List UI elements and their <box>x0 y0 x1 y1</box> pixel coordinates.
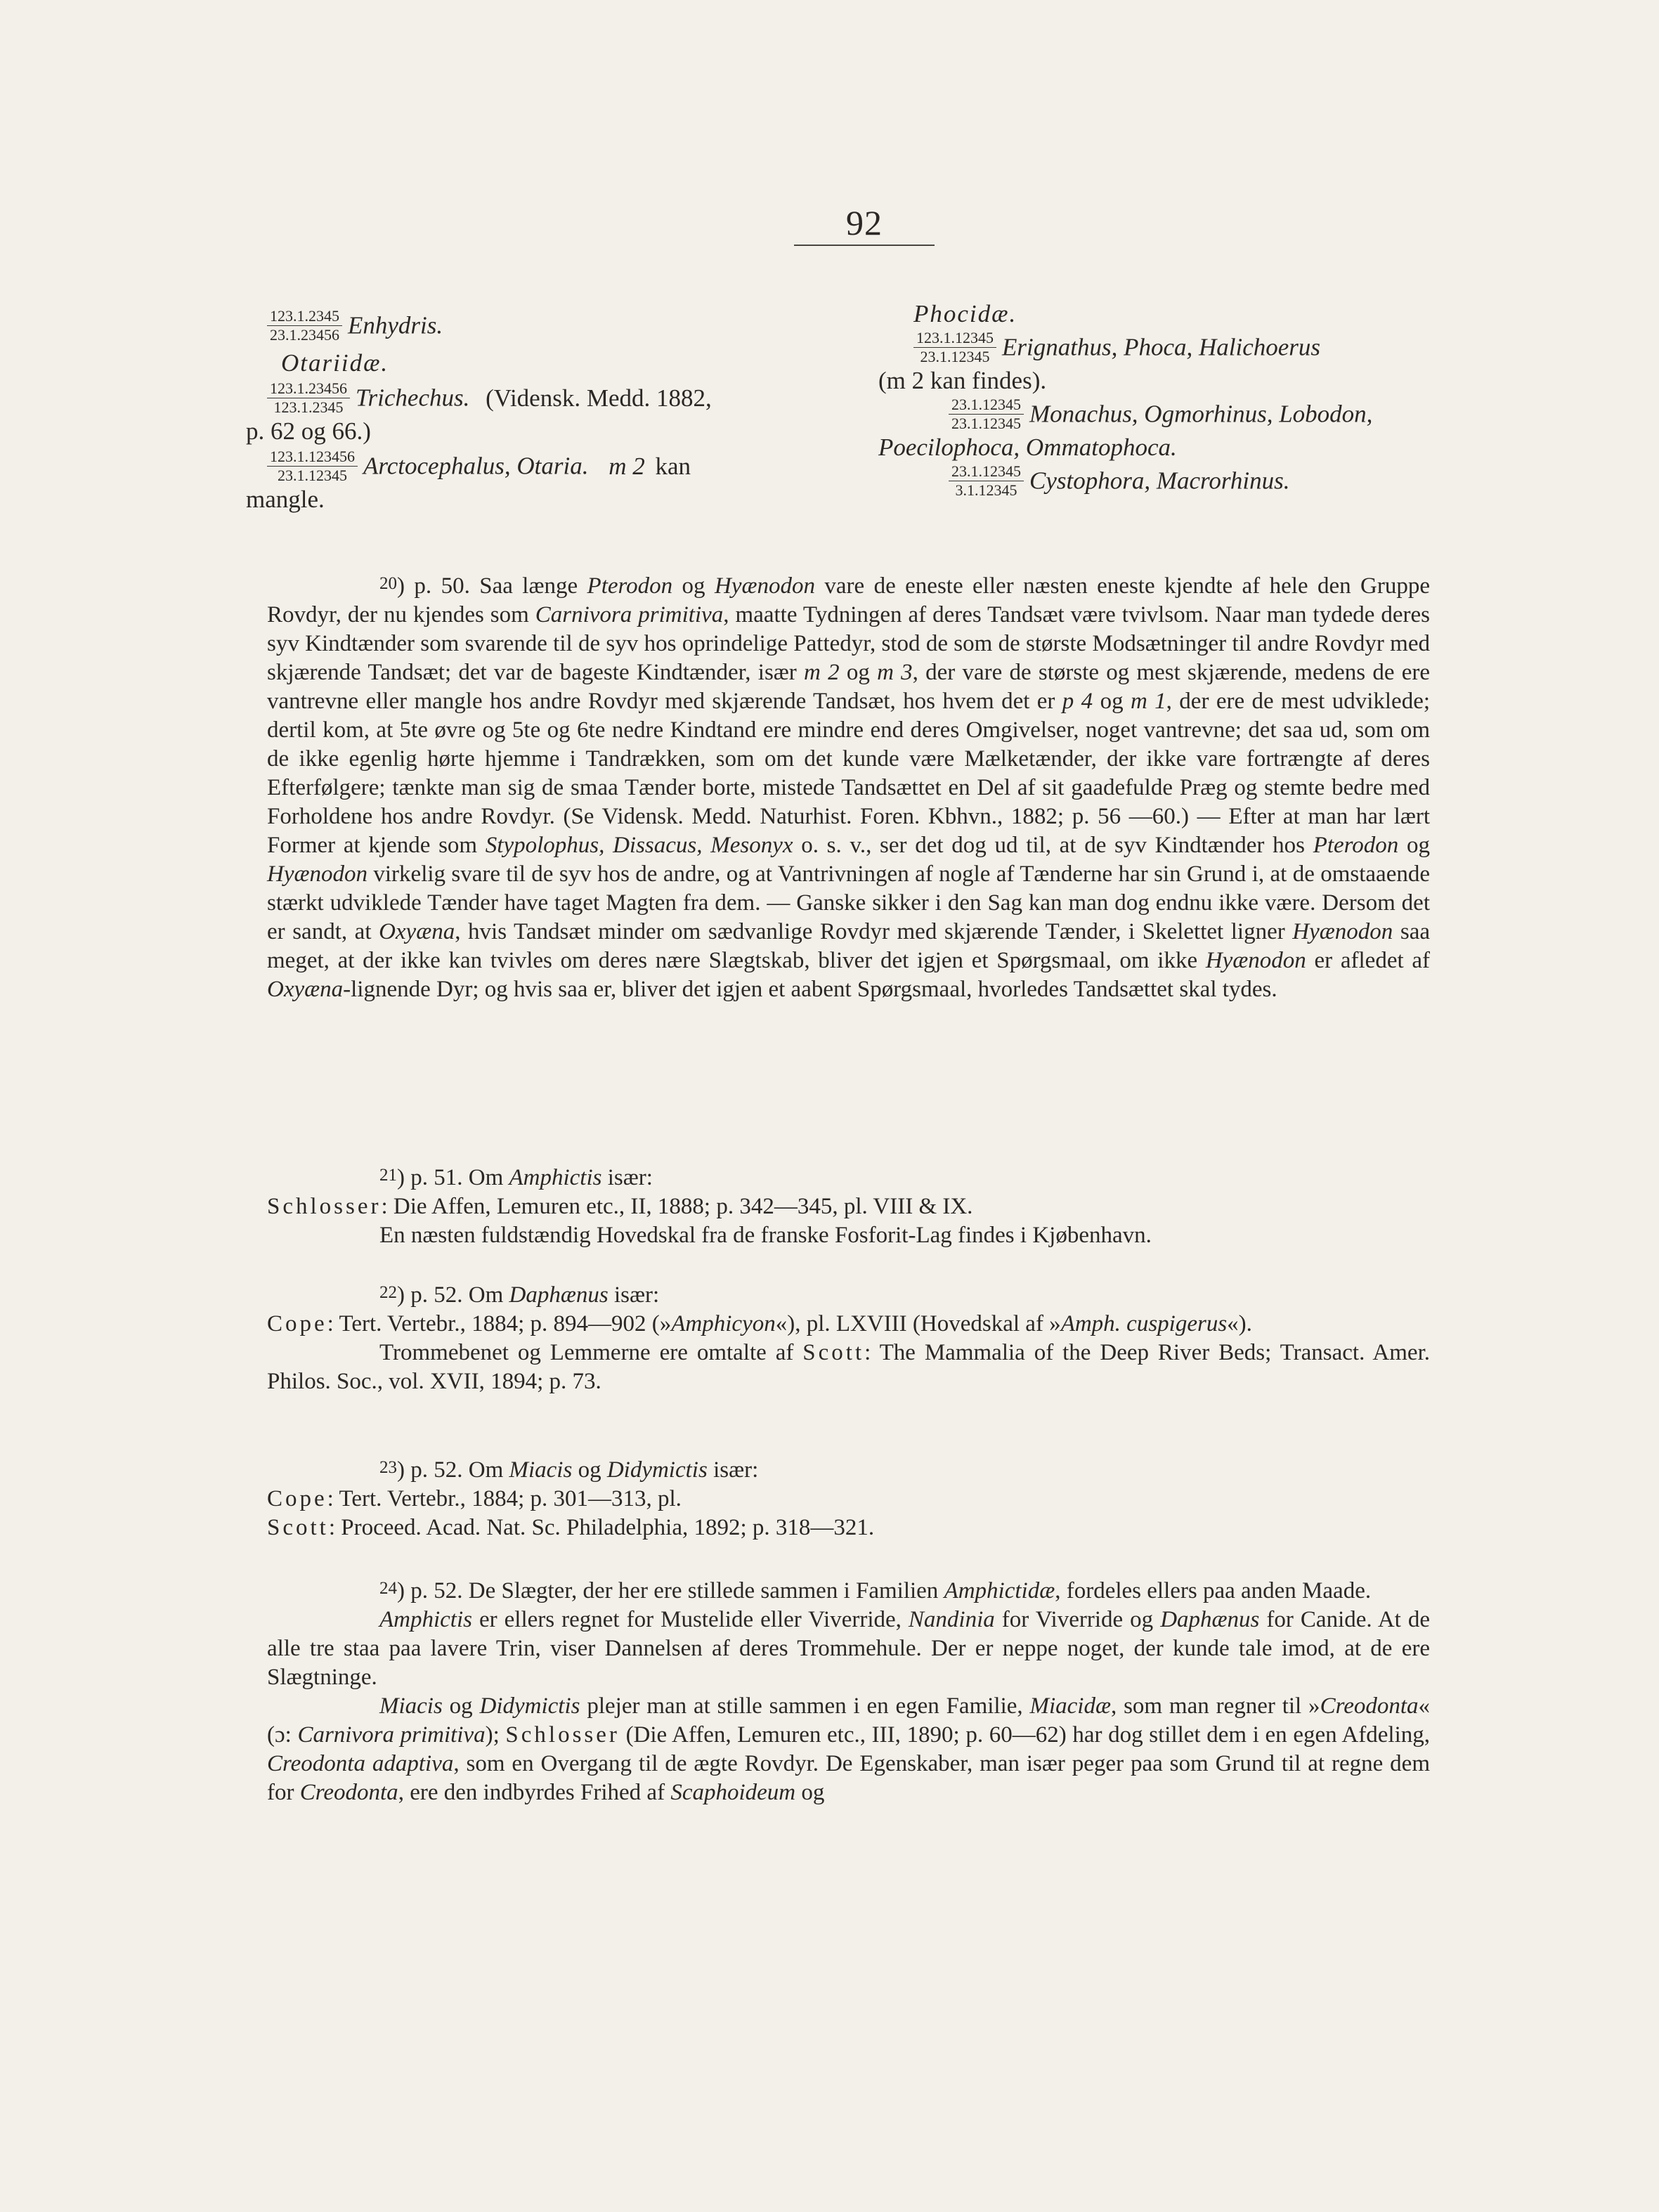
right-formula-column <box>878 299 1462 499</box>
formula-trichechus <box>267 380 871 416</box>
note-24-paragraph-3: Miacis og Didymictis plejer man at stille sammen i en egen Familie, Miacidæ, som man regner til »Creodonta« (ɔ: Carnivora primitiva); Schlosser (Die Affen, Lemuren etc., III, 1890; p. 60—62) har dog stillet dem i en egen Afdeling, Creodonta adaptiva, som en Overgang til de ægte Rovdyr. De Egenskaber, man især peger paa som Grund til at regne dem for Creodonta, ere den indbyrdes Frihed af Scaphoideum og <box>267 1693 1431 1805</box>
formula-cystophora <box>949 463 1462 499</box>
formula-upper: 123.1.12345 <box>913 330 996 348</box>
note-continued: mangle. <box>246 486 325 513</box>
dental-formula <box>949 396 1024 432</box>
formula-lower: 23.1.23456 <box>270 326 339 344</box>
formula-lower: 23.1.12345 <box>951 415 1021 432</box>
note-22 <box>267 1278 1430 1396</box>
left-formula-column <box>246 307 871 515</box>
genus-name: Trichechus. <box>356 384 470 412</box>
formula-erignathus <box>913 330 1462 365</box>
note-21 <box>267 1161 1430 1250</box>
reference-continued: p. 62 og 66.) <box>246 417 371 445</box>
family-heading-otariidae: Otariidæ. <box>281 349 389 377</box>
formula-upper: 123.1.23456 <box>267 380 350 398</box>
dental-formula <box>267 308 342 344</box>
page-number: 92 <box>846 203 883 242</box>
note-number: 23 <box>379 1458 397 1477</box>
note-22-line2: Cope: Tert. Vertebr., 1884; p. 894—902 (»Amphicyon«), pl. LXVIII (Hovedskal af »Amph. cuspigerus«). <box>267 1311 1252 1336</box>
note-number: 22 <box>379 1283 397 1302</box>
note-20-paragraph: 20) p. 50. Saa længe Pterodon og Hyænodon vare de eneste eller næsten eneste kjendte af hele den Gruppe Rovdyr, der nu kjendes som Carnivora primitiva, maatte Tydningen af deres Tandsæt være tvivlsom. Naar man tydede deres syv Kindtænder som svarende til de syv hos oprindelige Pattedyr, stod de som de største Modsætninger til andre Rovdyr med skjærende Tandsæt; det var de bageste Kindtænder, især m 2 og m 3, der vare de største og mest skjærende, medens de ere vantrevne eller mangle hos andre Rovdyr med skjærende Tandsæt, hos hvem det er p 4 og m 1, der ere de mest udviklede; dertil kom, at 5te øvre og 5te og 6te nedre Kindtand ere mindre end deres Omgivelser, noget vantrevne; det saa ud, som om de ikke egenlig hørte hjemme i Tandrækken, som om det kunde være Mælketænder, der ikke vare fortrængte af deres Efterfølgere; tænkte man sig de smaa Tænder borte, mistede Tandsættet en Del af sit gaadefulde Præg og stemte bedre med Forholdene hos andre Rovdyr. (Se Vidensk. Medd. Naturhist. Foren. Kbhvn., 1882; p. 56 —60.) — Efter at man har lært Former at kjende som Stypolophus, Dissacus, Mesonyx o. s. v., ser det dog ud til, at de syv Kindtænder hos Pterodon og Hyænodon virkelig svare til de syv hos de andre, og at Vantrivningen af nogle af Tænderne har sin Grund i, at de omstaaende stærkt udviklede Tænder have taget Magten fra dem. — Ganske sikker i den Sag kan man dog endnu ikke være. Dersom det er sandt, at Oxyæna, hvis Tandsæt minder om sædvanlige Rovdyr med skjærende Tænder, i Skelettet ligner Hyænodon saa meget, at der ikke kan tvivles om deres nære Slægtskab, bliver det igjen et Spørgsmaal, om ikke Hyænodon er afledet af Oxyæna-lignende Dyr; og hvis saa er, bliver det igjen et aabent Spørgsmaal, hvorledes Tandsættet skal tydes. <box>267 573 1431 1002</box>
formula-upper: 123.1.2345 <box>267 308 342 326</box>
formula-lower: 23.1.12345 <box>920 348 990 365</box>
note-21-line2: Schlosser: Die Affen, Lemuren etc., II, 1888; p. 342—345, pl. VIII & IX. <box>267 1194 973 1219</box>
formula-lower: 23.1.12345 <box>278 467 347 484</box>
formula-arctocephalus <box>267 448 871 484</box>
dental-formula <box>267 380 350 416</box>
family-heading-phocidae: Phocidæ. <box>913 300 1017 327</box>
dental-formula <box>913 330 996 365</box>
note-23 <box>267 1453 1430 1542</box>
note-text: kan <box>655 452 691 480</box>
note-22-line1: 22) p. 52. Om Daphænus især: <box>379 1282 660 1308</box>
formula-upper: 23.1.12345 <box>949 463 1024 481</box>
formula-lower: 3.1.12345 <box>955 481 1017 499</box>
note-21-line1: 21) p. 51. Om Amphictis især: <box>379 1165 653 1190</box>
note-24 <box>267 1574 1430 1807</box>
note-23-line3: Scott: Proceed. Acad. Nat. Sc. Philadelphia, 1892; p. 318—321. <box>267 1515 875 1540</box>
genus-name-continued: Poecilophoca, Ommatophoca. <box>878 434 1177 461</box>
dental-formula <box>267 448 358 484</box>
page-number-rule <box>794 245 935 246</box>
dental-formula <box>949 463 1024 499</box>
note-number: 21 <box>379 1166 397 1185</box>
formula-monachus <box>949 396 1462 432</box>
note-24-paragraph-1: 24) p. 52. De Slægter, der her ere stillede sammen i Familien Amphictidæ, fordeles ellers paa anden Maade. <box>379 1578 1372 1603</box>
formula-upper: 23.1.12345 <box>949 396 1024 415</box>
formula-enhydris <box>267 308 871 344</box>
genus-name: Enhydris. <box>348 311 443 339</box>
genus-name: Monachus, Ogmorhinus, Lobodon, <box>1029 400 1373 428</box>
note-20 <box>267 569 1430 1004</box>
genus-name: Arctocephalus, Otaria. <box>363 452 589 480</box>
note-21-line3: En næsten fuldstændig Hovedskal fra de franske Fosforit-Lag findes i Kjøbenhavn. <box>379 1223 1152 1248</box>
note-23-line1: 23) p. 52. Om Miacis og Didymictis især: <box>379 1457 759 1483</box>
reference: (Vidensk. Medd. 1882, <box>486 384 712 412</box>
genus-name: Cystophora, Macrorhinus. <box>1029 467 1290 495</box>
formula-lower: 123.1.2345 <box>273 398 344 416</box>
m2-note: (m 2 kan findes). <box>878 367 1047 394</box>
note-23-line2: Cope: Tert. Vertebr., 1884; p. 301—313, pl. <box>267 1486 682 1511</box>
formula-upper: 123.1.123456 <box>267 448 358 467</box>
note-number: 20 <box>379 574 397 593</box>
note-number: 24 <box>379 1579 397 1598</box>
note-22-line3: Trommebenet og Lemmerne ere omtalte af Scott: The Mammalia of the Deep River Beds; Transact. Amer. Philos. Soc., vol. XVII, 1894; p. 73. <box>267 1340 1430 1394</box>
genus-name: Erignathus, Phoca, Halichoerus <box>1002 333 1321 361</box>
tooth-ref: m 2 <box>609 452 645 480</box>
note-24-paragraph-2: Amphictis er ellers regnet for Mustelide eller Viverride, Nandinia for Viverride og Daphænus for Canide. At de alle tre staa paa lavere Trin, viser Dannelsen af deres Trommehule. Der er neppe noget, der kunde tale imod, at de ere Slægtninge. <box>267 1607 1431 1690</box>
